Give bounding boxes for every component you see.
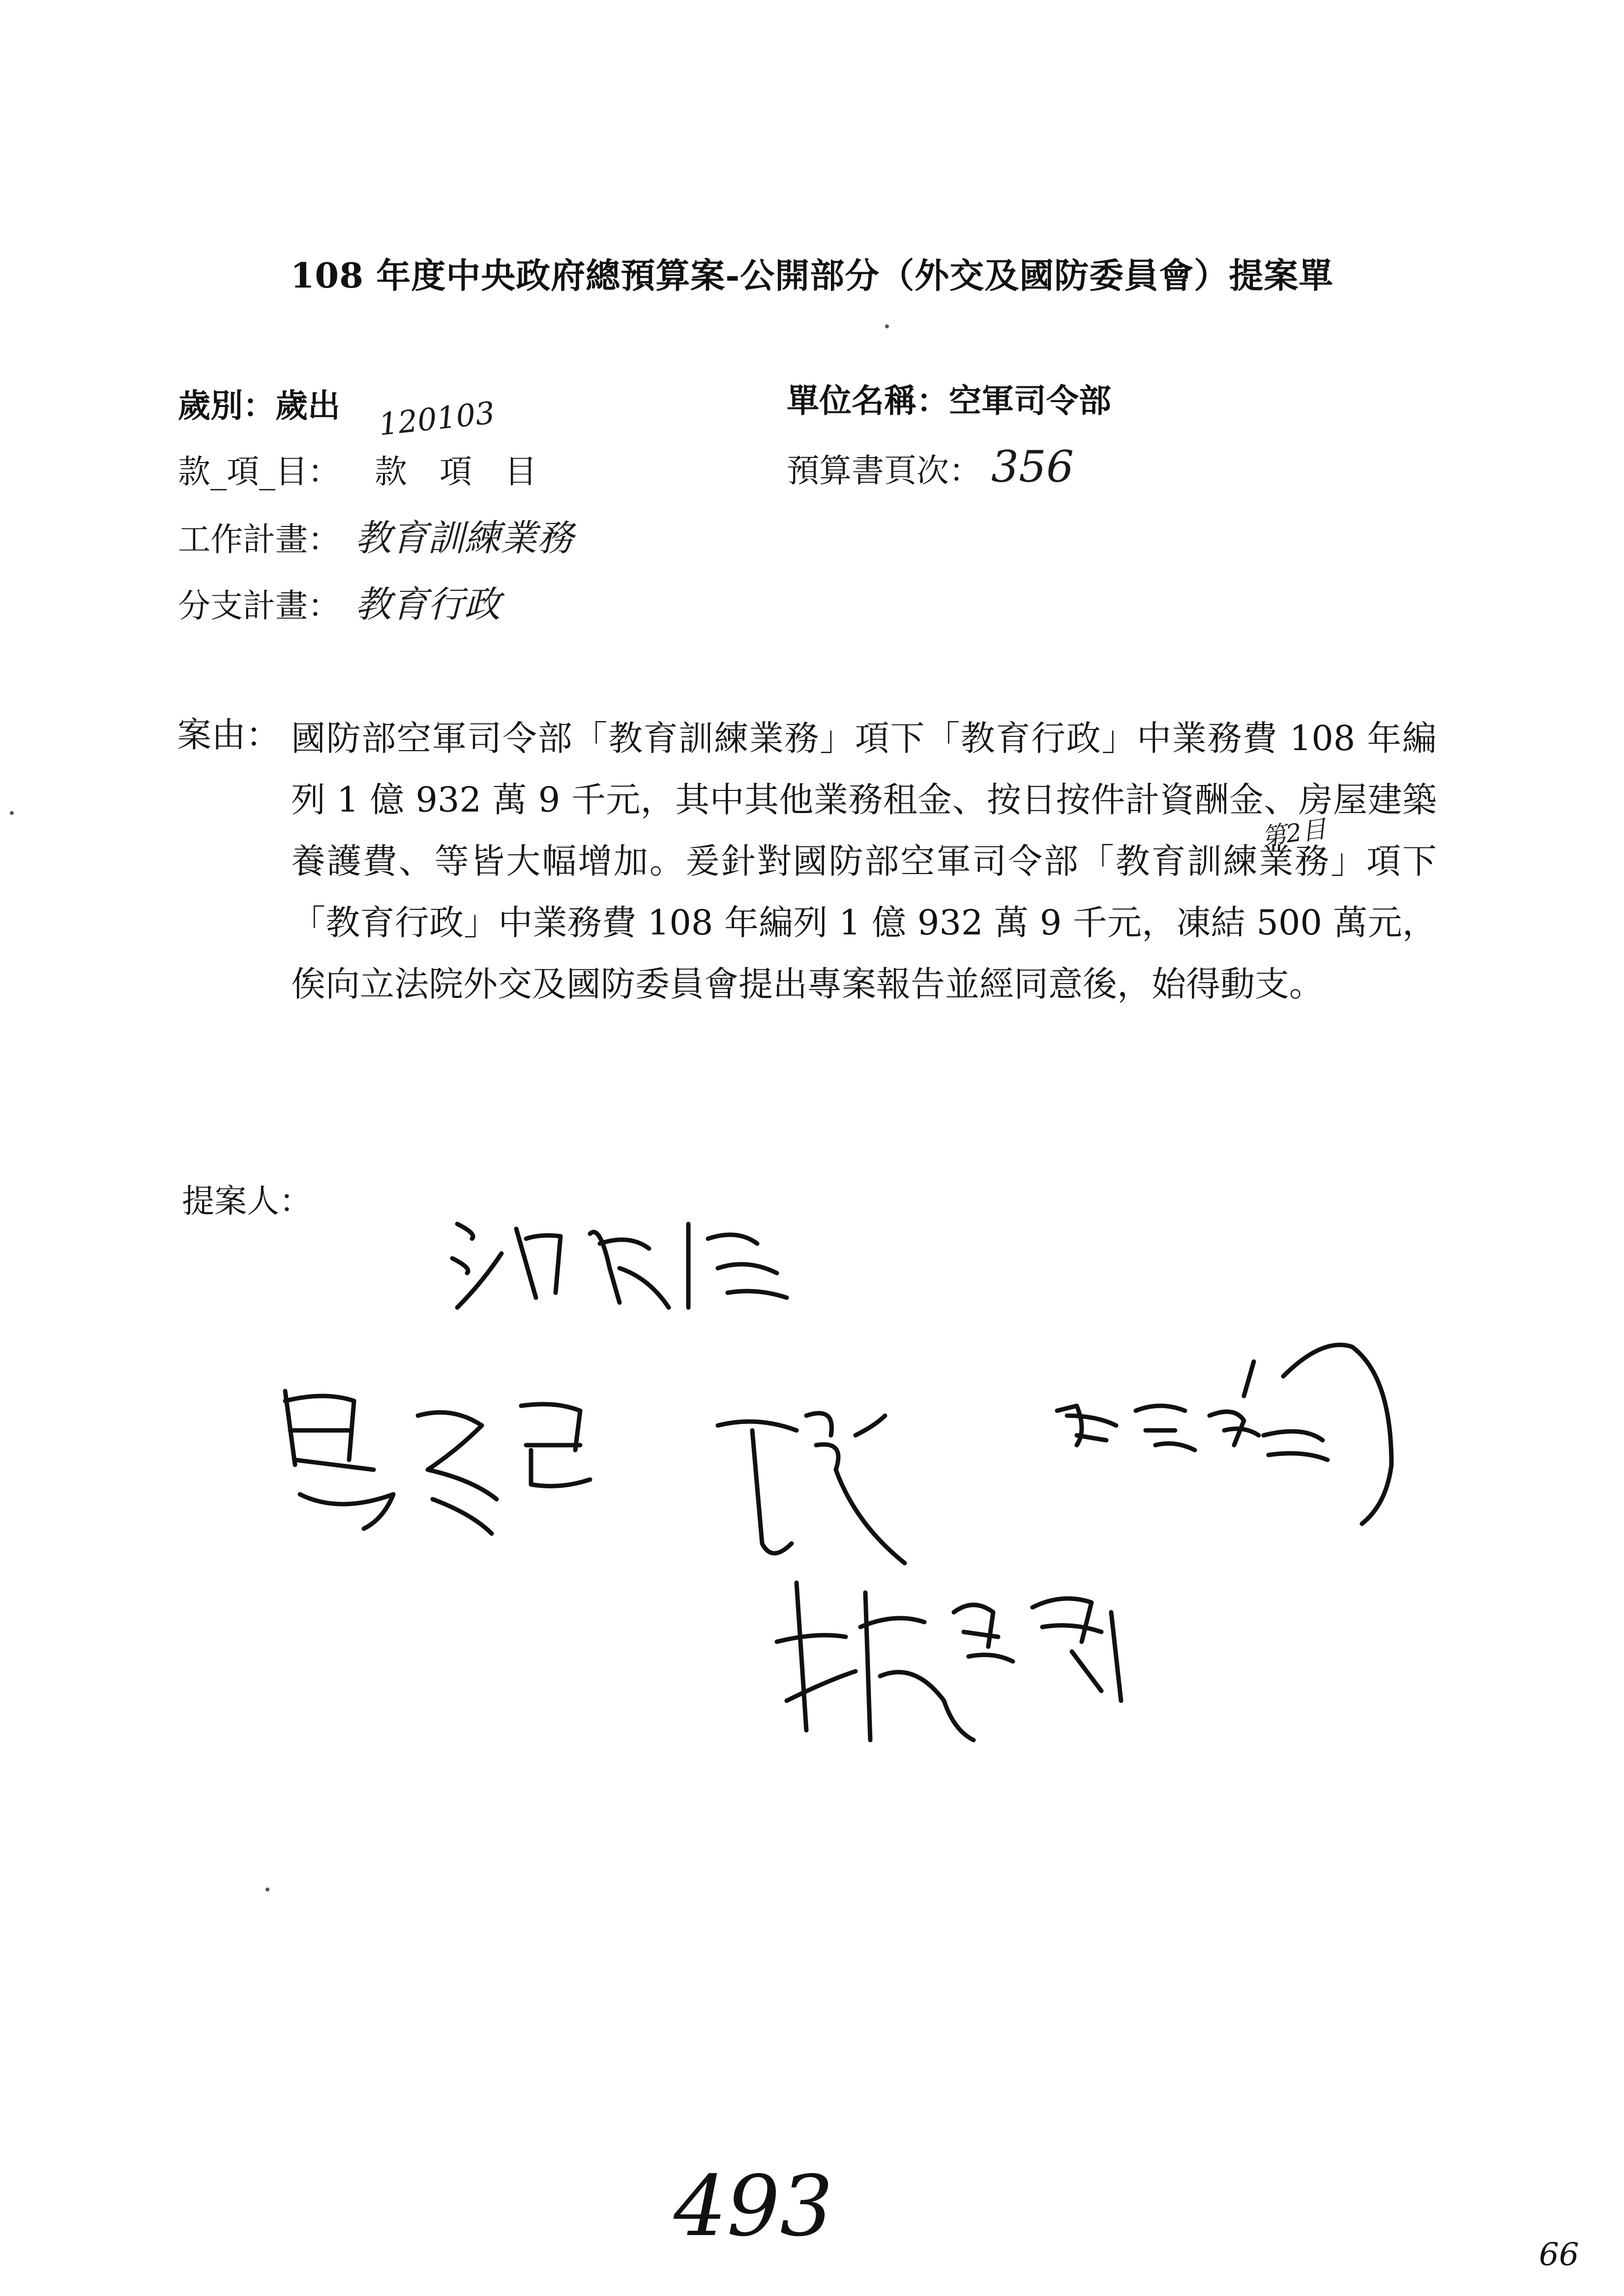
scan-speck	[885, 324, 889, 328]
proposer-label: 提案人：	[182, 1182, 312, 1220]
case-label: 案由：	[177, 715, 280, 755]
unit-label: 單位名稱：	[787, 381, 949, 420]
item-label: 款_項_目：	[178, 453, 340, 491]
sheet-number-handwritten: 66	[1539, 2237, 1579, 2273]
budget-page-label: 預算書頁次：	[787, 452, 981, 490]
category-label: 歲別：	[178, 386, 275, 425]
page-number-handwritten: 493	[674, 2158, 833, 2255]
signature-5	[767, 1553, 1190, 1770]
signature-1	[443, 1194, 846, 1322]
item-value: 款 項 目	[375, 453, 537, 491]
work-plan-row	[178, 516, 573, 562]
category-code-handwritten: 120103	[377, 394, 497, 443]
category-row	[178, 383, 340, 428]
sub-plan-row	[178, 582, 501, 628]
work-plan-handwritten: 教育訓練業務	[355, 517, 573, 559]
unit-row	[787, 378, 1111, 423]
scan-speck	[10, 811, 14, 815]
case-annotation-handwritten: 第2目	[1260, 814, 1328, 852]
signature-4	[1047, 1317, 1411, 1553]
budget-page-handwritten: 356	[991, 441, 1074, 492]
sub-plan-handwritten: 教育行政	[355, 583, 501, 626]
document-title: 108 年度中央政府總預算案-公開部分（外交及國防委員會）提案單	[290, 255, 1334, 296]
budget-page-row	[787, 441, 1074, 493]
unit-value: 空軍司令部	[949, 381, 1111, 420]
scan-speck	[266, 1888, 269, 1891]
sub-plan-label: 分支計畫：	[178, 587, 340, 625]
work-plan-label: 工作計畫：	[178, 521, 340, 558]
item-row	[178, 450, 537, 494]
case-text: 國防部空軍司令部「教育訓練業務」項下「教育行政」中業務費 108 年編列 1 億 932 萬 9 千元，其中其他業務租金、按日按件計資酬金、房屋建築養護費、等皆大幅增加。爰針對國防部空軍司令部「教育訓練業務」項下「教育行政」中業務費 108 年編列 1 億 932 萬 9 千元，凍結 500 萬元，俟向立法院外交及國防委員會提出專案報告並經同意後，始得動支。	[291, 718, 1437, 1004]
signature-2	[266, 1371, 600, 1548]
category-value: 歲出	[275, 386, 340, 425]
